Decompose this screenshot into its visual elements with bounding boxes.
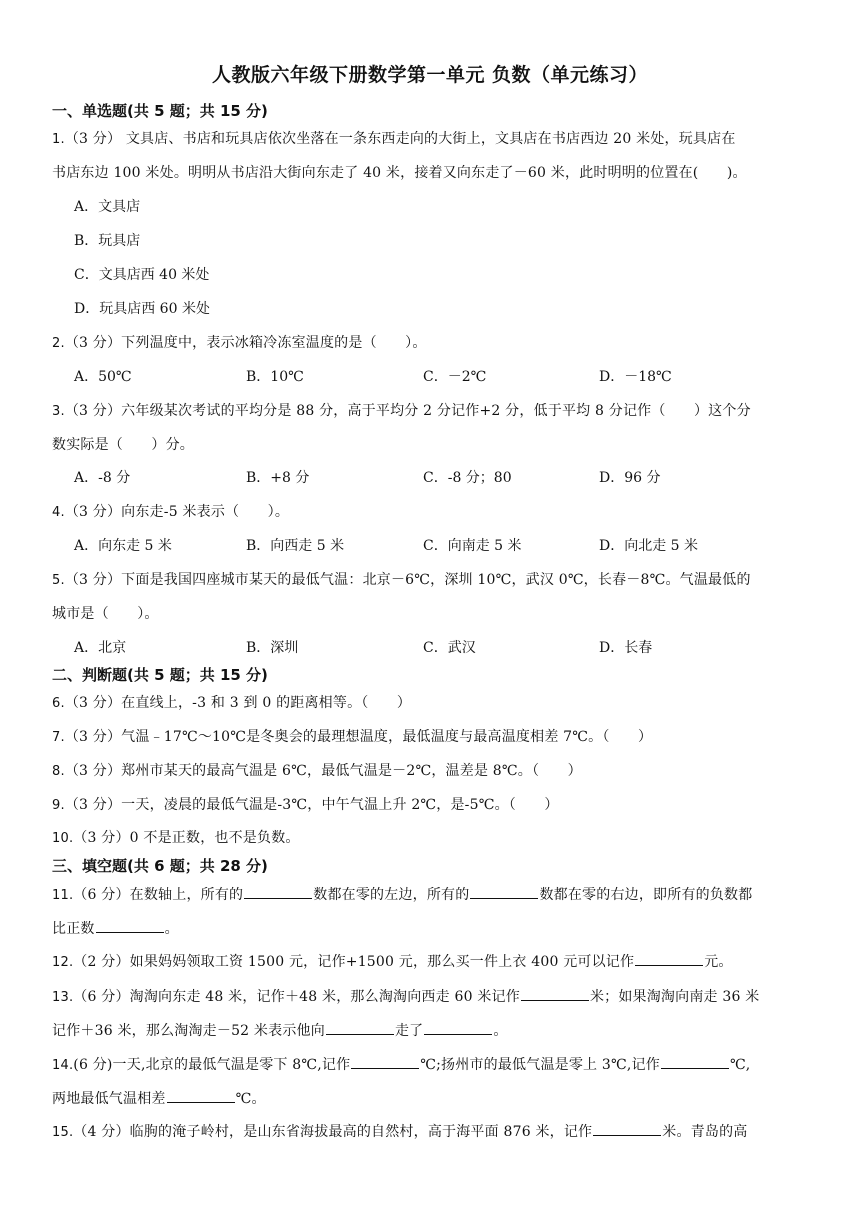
question-2-option-c[interactable]: C．－2℃ xyxy=(423,369,487,385)
question-text: 元。 xyxy=(704,954,733,970)
question-13-line-2 xyxy=(52,1020,508,1040)
question-1-option-c[interactable]: C．文具店西 40 米处 xyxy=(74,267,210,283)
question-3-option-b[interactable]: B．+8 分 xyxy=(246,470,310,486)
question-text: （3 分）郑州市某天的最高气温是 6℃，最低气温是－2℃，温差是 8℃。（ ） xyxy=(64,763,582,779)
question-6 xyxy=(52,692,411,712)
answer-blank[interactable] xyxy=(593,1122,661,1136)
question-text: （2 分）如果妈妈领取工资 1500 元，记作+1500 元，那么买一件上衣 400 元可以记作 xyxy=(73,954,635,970)
question-number: 15. xyxy=(52,1125,74,1140)
question-number: 11. xyxy=(52,888,74,903)
question-12 xyxy=(52,951,733,971)
answer-blank[interactable] xyxy=(635,952,703,966)
question-number: 12. xyxy=(52,955,74,970)
question-text: 数都在零的左边，所有的 xyxy=(313,887,470,903)
question-2-option-b[interactable]: B．10℃ xyxy=(246,369,304,385)
question-3-line-2: 数实际是（ ）分。 xyxy=(52,437,194,453)
question-5-line-1 xyxy=(52,569,751,589)
question-4 xyxy=(52,501,289,521)
question-text: ℃, xyxy=(729,1057,751,1073)
question-3-line-1 xyxy=(52,400,751,420)
answer-blank[interactable] xyxy=(521,987,589,1001)
question-4-option-b[interactable]: B．向西走 5 米 xyxy=(246,538,345,554)
question-4-option-a[interactable]: A．向东走 5 米 xyxy=(74,538,172,554)
question-2-option-d[interactable]: D．－18℃ xyxy=(599,369,672,385)
question-2 xyxy=(52,332,427,352)
question-1-option-b[interactable]: B．玩具店 xyxy=(74,233,141,249)
question-number: 7. xyxy=(52,730,65,745)
question-number: 2. xyxy=(52,336,65,351)
question-number: 8. xyxy=(52,764,65,779)
question-text: 米；如果淘淘向南走 36 米 xyxy=(589,989,760,1005)
question-text: （3 分）下列温度中，表示冰箱冷冻室温度的是（ ）。 xyxy=(64,335,427,351)
question-text: （6 分）在数轴上，所有的 xyxy=(73,887,244,903)
question-text: 数都在零的右边，即所有的负数都 xyxy=(539,887,753,903)
question-number: 13. xyxy=(52,990,74,1005)
question-text: 米。青岛的高 xyxy=(662,1124,748,1140)
question-11-line-2 xyxy=(52,918,179,938)
question-number: 4. xyxy=(52,505,65,520)
question-14-line-1 xyxy=(52,1054,750,1074)
question-number: 9. xyxy=(52,798,65,813)
answer-blank[interactable] xyxy=(351,1055,419,1069)
question-text: 。 xyxy=(493,1023,508,1039)
question-text: （3 分）六年级某次考试的平均分是 88 分，高于平均分 2 分记作+2 分，低于平均 8 分记作（ ）这个分 xyxy=(64,403,751,419)
question-text: （6 分）淘淘向东走 48 米，记作＋48 米，那么淘淘向西走 60 米记作 xyxy=(73,989,520,1005)
section-heading-single-choice: 一、单选题(共 5 题；共 15 分) xyxy=(52,102,268,120)
question-text: 记作＋36 米，那么淘淘走－52 米表示他向 xyxy=(52,1023,325,1039)
question-15-line-1 xyxy=(52,1121,747,1141)
question-text: 走了 xyxy=(394,1023,424,1039)
question-13-line-1 xyxy=(52,986,759,1006)
question-text: ℃。 xyxy=(235,1091,266,1107)
question-5-option-d[interactable]: D．长春 xyxy=(599,640,653,656)
question-3-option-d[interactable]: D．96 分 xyxy=(599,470,661,486)
page-title: 人教版六年级下册数学第一单元 负数（单元练习） xyxy=(211,64,649,86)
question-text: 两地最低气温相差 xyxy=(52,1091,166,1107)
question-1-line-2: 书店东边 100 米处。明明从书店沿大街向东走了 40 米，接着又向东走了－60 米，此时明明的位置在( )。 xyxy=(52,165,747,181)
question-1-option-d[interactable]: D．玩具店西 60 米处 xyxy=(74,301,210,317)
answer-blank[interactable] xyxy=(470,885,538,899)
question-3-option-a[interactable]: A．-8 分 xyxy=(74,470,131,486)
question-9 xyxy=(52,794,559,814)
question-text: （3 分） 文具店、书店和玩具店依次坐落在一条东西走向的大街上，文具店在书店西边 20 米处，玩具店在 xyxy=(64,131,736,147)
question-4-option-c[interactable]: C．向南走 5 米 xyxy=(423,538,522,554)
question-7 xyxy=(52,726,652,746)
question-number: 6. xyxy=(52,696,65,711)
question-text: 。 xyxy=(164,921,179,937)
question-number: 14. xyxy=(52,1058,74,1073)
question-11-line-1 xyxy=(52,884,752,904)
question-8 xyxy=(52,760,582,780)
question-number: 3. xyxy=(52,404,65,419)
question-text: （3 分）一天，凌晨的最低气温是-3℃，中午气温上升 2℃，是-5℃。（ ） xyxy=(64,797,559,813)
question-text: ℃;扬州市的最低气温是零上 3℃,记作 xyxy=(420,1057,660,1073)
question-number: 5. xyxy=(52,573,65,588)
question-3-option-c[interactable]: C．-8 分；80 xyxy=(423,470,512,486)
section-heading-fill-blank: 三、填空题(共 6 题；共 28 分) xyxy=(52,857,268,875)
question-1-option-a[interactable]: A．文具店 xyxy=(74,199,141,215)
question-5-option-b[interactable]: B．深圳 xyxy=(246,640,299,656)
answer-blank[interactable] xyxy=(96,919,164,933)
question-text: (6 分)一天,北京的最低气温是零下 8℃,记作 xyxy=(73,1057,351,1073)
answer-blank[interactable] xyxy=(244,885,312,899)
question-5-option-c[interactable]: C．武汉 xyxy=(423,640,476,656)
question-5-option-a[interactable]: A．北京 xyxy=(74,640,127,656)
question-10 xyxy=(52,827,300,847)
question-2-option-a[interactable]: A．50℃ xyxy=(74,369,132,385)
question-text: （3 分）0 不是正数，也不是负数。 xyxy=(73,830,300,846)
answer-blank[interactable] xyxy=(326,1021,394,1035)
question-4-option-d[interactable]: D．向北走 5 米 xyxy=(599,538,699,554)
question-text: （3 分）气温﹣17℃～10℃是冬奥会的最理想温度，最低温度与最高温度相差 7℃。（ ） xyxy=(64,729,653,745)
question-number: 10. xyxy=(52,831,74,846)
question-text: 比正数 xyxy=(52,921,95,937)
answer-blank[interactable] xyxy=(424,1021,492,1035)
question-text: （3 分）在直线上，-3 和 3 到 0 的距离相等。（ ） xyxy=(64,695,412,711)
question-14-line-2 xyxy=(52,1088,266,1108)
question-text: （3 分）向东走-5 米表示（ ）。 xyxy=(64,504,290,520)
section-heading-true-false: 二、判断题(共 5 题；共 15 分) xyxy=(52,666,268,684)
question-5-line-2: 城市是（ ）。 xyxy=(52,606,159,622)
question-text: （4 分）临朐的淹子岭村，是山东省海拔最高的自然村，高于海平面 876 米，记作 xyxy=(73,1124,593,1140)
answer-blank[interactable] xyxy=(661,1055,729,1069)
question-1-line-1 xyxy=(52,128,736,148)
question-number: 1. xyxy=(52,132,65,147)
answer-blank[interactable] xyxy=(167,1089,235,1103)
question-text: （3 分）下面是我国四座城市某天的最低气温：北京－6℃，深圳 10℃，武汉 0℃，长春－8℃。气温最低的 xyxy=(64,572,751,588)
